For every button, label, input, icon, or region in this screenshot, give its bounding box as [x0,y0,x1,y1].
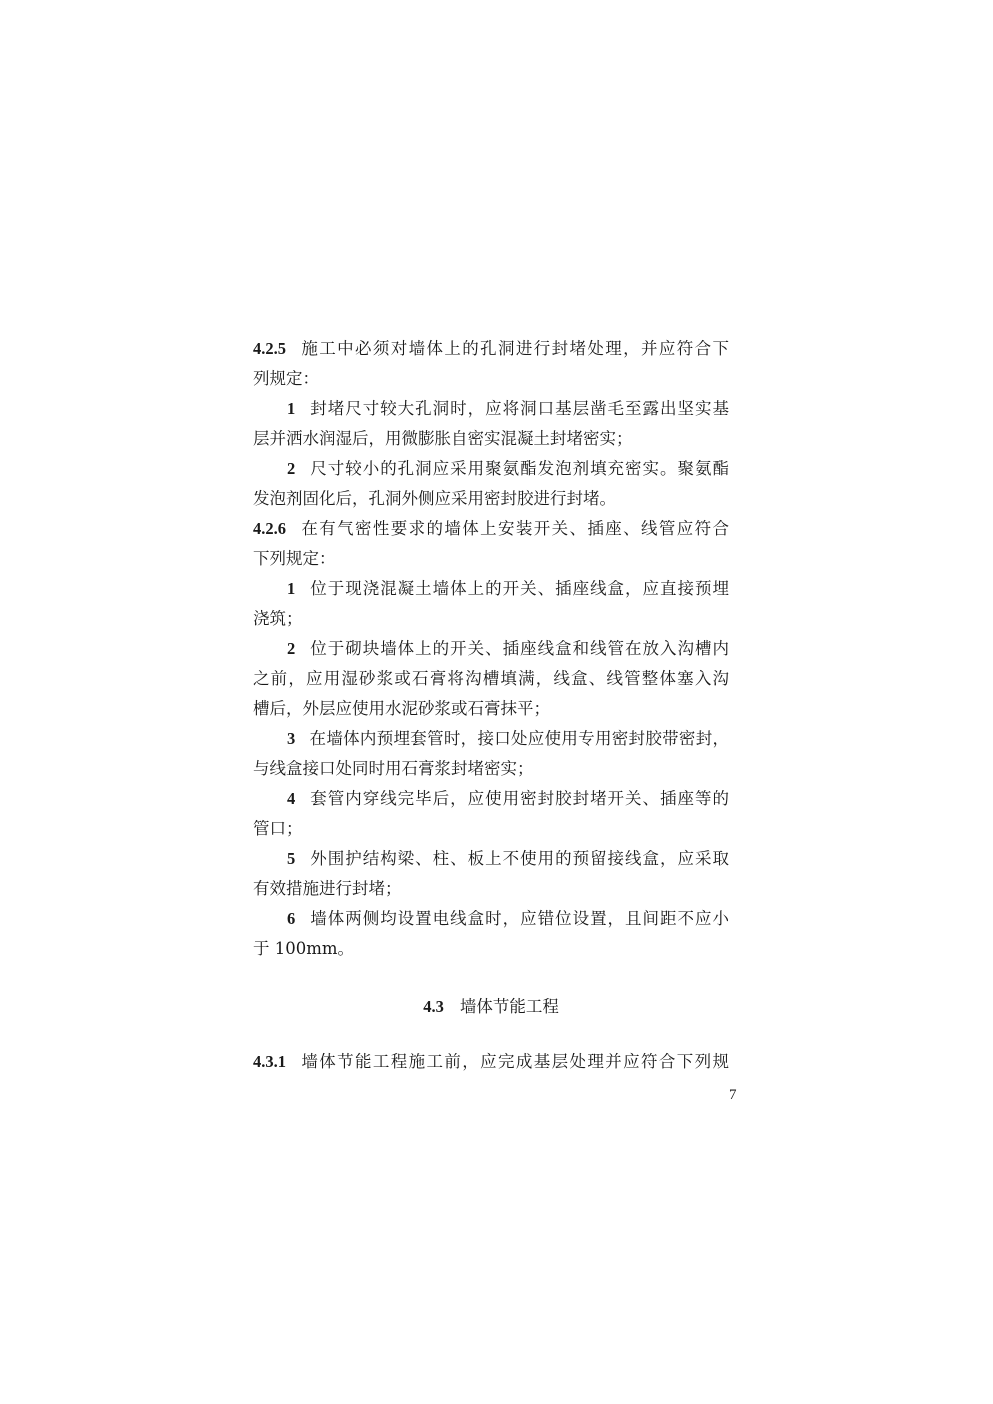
item-line [253,786,729,811]
clause-text: 墙体节能工程施工前，应完成基层处理并应符合下列规 [300,1052,729,1071]
item-number: 5 [287,849,296,868]
item-number: 4 [287,789,296,808]
clause-4-2-5-line-1 [253,336,729,361]
item-text: 封堵尺寸较大孔洞时，应将洞口基层凿毛至露出坚实基 [309,399,729,418]
item-line: 与线盒接口处同时用石膏浆封堵密实； [253,759,534,778]
section-heading [253,994,729,1019]
clause-text: 在有气密性要求的墙体上安装开关、插座、线管应符合 [300,519,729,538]
item-text: 套管内穿线完毕后，应使用密封胶封堵开关、插座等的 [309,789,729,808]
clause-4-2-5-line-2: 列规定： [253,369,319,388]
item-text: 在墙体内预埋套管时，接口处应使用专用密封胶带密封， [309,729,729,748]
item-line [253,846,729,871]
section-title: 墙体节能工程 [459,997,559,1016]
item-text: 位于现浇混凝土墙体上的开关、插座线盒，应直接预埋 [309,579,729,598]
item-line: 槽后，外层应使用水泥砂浆或石膏抹平； [253,699,550,718]
clause-text: 施工中必须对墙体上的孔洞进行封堵处理，并应符合下 [300,339,729,358]
section-number: 4.3 [423,997,444,1016]
item-number: 2 [287,459,296,478]
item-line: 有效措施进行封堵； [253,879,402,898]
item-line: 层并洒水润湿后，用微膨胀自密实混凝土封堵密实； [253,429,633,448]
item-number: 2 [287,639,296,658]
item-text: 墙体两侧均设置电线盒时，应错位设置，且间距不应小 [309,909,729,928]
item-number: 3 [287,729,296,748]
item-line [253,726,729,751]
item-line: 之前，应用湿砂浆或石膏将沟槽填满，线盒、线管整体塞入沟 [253,669,729,688]
clause-number: 4.2.5 [253,339,286,358]
item-text: 外围护结构梁、柱、板上不使用的预留接线盒，应采取 [309,849,729,868]
item-number: 1 [287,399,296,418]
page-number: 7 [729,1087,737,1103]
clause-4-2-6-line-1 [253,516,729,541]
clause-number: 4.2.6 [253,519,286,538]
item-number: 6 [287,909,296,928]
item-line: 发泡剂固化后，孔洞外侧应采用密封胶进行封堵。 [253,489,616,508]
item-line [253,456,729,481]
main-text [253,336,729,961]
item-number: 1 [287,579,296,598]
item-text: 尺寸较小的孔洞应采用聚氨酯发泡剂填充密实。聚氨酯 [309,459,729,478]
clause-4-3-1-line-1 [253,1049,729,1074]
item-line [253,576,729,601]
item-text: 位于砌块墙体上的开关、插座线盒和线管在放入沟槽内 [309,639,729,658]
item-line [253,906,729,931]
item-line: 于 100mm。 [253,939,355,958]
item-line: 浇筑； [253,609,303,628]
clause-number: 4.3.1 [253,1052,286,1071]
item-line [253,636,729,661]
next-clause [253,1049,729,1074]
item-line: 管口； [253,819,303,838]
clause-4-2-6-line-2: 下列规定： [253,549,336,568]
item-line [253,396,729,421]
